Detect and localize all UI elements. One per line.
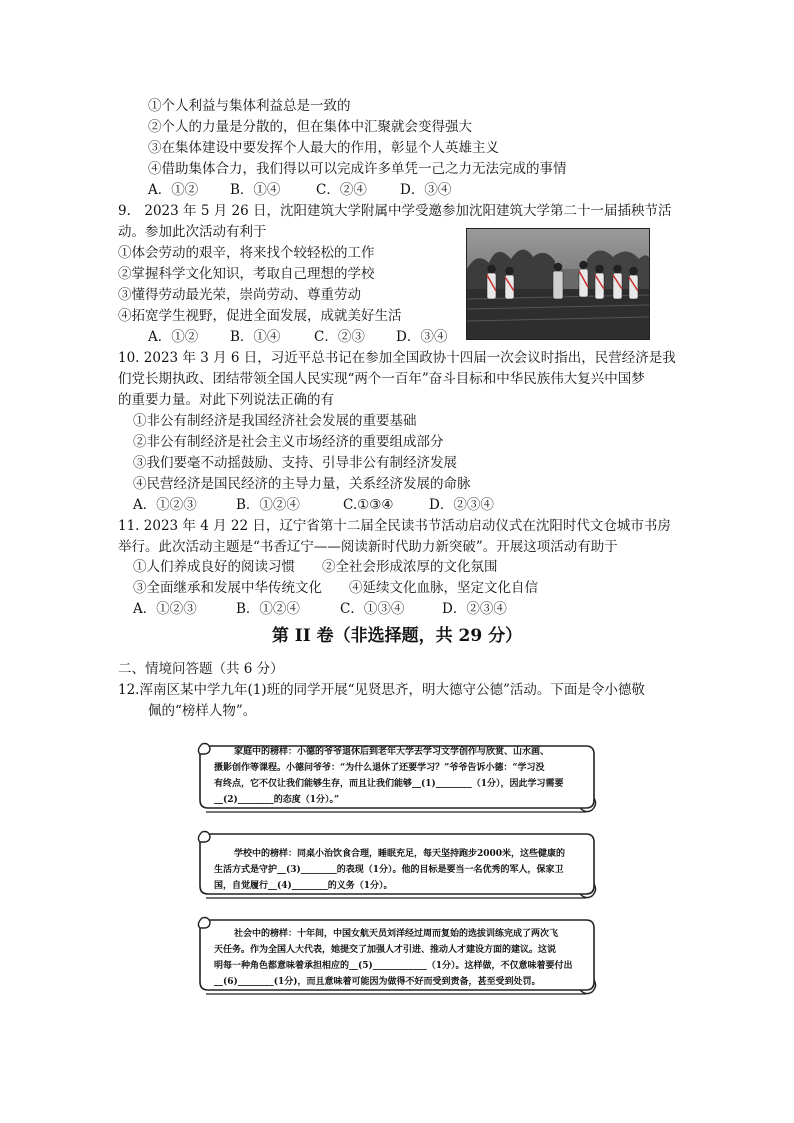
q8-options (148, 180, 451, 200)
q11-option-b: B．①②④ (236, 601, 300, 617)
photo-scene (467, 229, 649, 339)
q9-option-a: A．①② (148, 329, 199, 345)
q8-option-d: D．③④ (400, 182, 452, 198)
scroll-family-line-2: 摄影创作等课程。小德问爷爷：“为什么退休了还要学习？”爷爷告诉小德：“学习没 (214, 763, 545, 773)
q8-item-2: ②个人的力量是分散的，但在集体中汇聚就会变得强大 (148, 119, 472, 135)
q12-stem-line-2: 佩的“榜样人物”。 (148, 703, 257, 719)
q12-stem-line-1: 12.浑南区某中学九年(1)班的同学开展“见贤思齐，明大德守公德”活动。下面是令小德敬 (118, 682, 645, 698)
q11-item-row-1: ①人们养成良好的阅读习惯 ②全社会形成浓厚的文化氛围 (133, 559, 498, 575)
q10-stem-line-1: 10. 2023 年 3 月 6 日，习近平总书记在参加全国政协十四届一次会议时指出，民营经济是我 (118, 350, 676, 366)
scroll-school-line-2: 生活方式是守护__(3)________的表现（1分）。他的目标是要当一名优秀的军人，保家卫 (214, 865, 564, 875)
q9-item-4: ④拓宽学生视野，促进全面发展，成就美好生活 (118, 308, 402, 324)
q11-item-row-2: ③全面继承和发展中华传统文化 ④延续文化血脉，坚定文化自信 (133, 580, 538, 596)
q10-item-2: ②非公有制经济是社会主义市场经济的重要组成部分 (133, 434, 444, 450)
q10-stem-line-2: 们党长期执政、团结带领全国人民实现“两个一百年”奋斗目标和中华民族伟大复兴中国梦 (118, 371, 645, 387)
q8-item-1: ①个人利益与集体利益总是一致的 (148, 98, 351, 114)
q9-options (148, 327, 447, 347)
q9-item-3: ③懂得劳动最光荣，崇尚劳动、尊重劳动 (118, 287, 361, 303)
q9-option-d: D．③④ (396, 329, 448, 345)
q10-item-4: ④民营经济是国民经济的主导力量，关系经济发展的命脉 (133, 476, 471, 492)
q8-option-c: C．②④ (316, 182, 367, 198)
q11-options (133, 599, 507, 619)
scroll-family-role-model (194, 740, 598, 816)
rice-planting-photo (466, 228, 650, 340)
scroll-society-line-4: __(6)________(1分)，而且意味着可能因为做得不好而受到责备，甚至受到处罚。 (214, 977, 541, 987)
scroll-family-line-1: 家庭中的榜样：小德的爷爷退休后到老年大学去学习文学创作与欣赏、山水画、 (234, 747, 550, 757)
q8-item-4: ④借助集体合力，我们得以可以完成许多单凭一己之力无法完成的事情 (148, 161, 567, 177)
scroll-society-role-model (194, 914, 598, 998)
scroll-society-line-1: 社会中的榜样：十年间，中国女航天员刘洋经过周而复始的选拔训练完成了两次飞 (234, 929, 559, 939)
q10-options (133, 495, 494, 515)
q9-option-b: B．①④ (230, 329, 281, 345)
scroll-school-line-3: 国，自觉履行__(4)________的义务（1分）。 (214, 881, 393, 891)
q9-item-1: ①体会劳动的艰辛，将来找个较轻松的工作 (118, 245, 375, 261)
q11-option-a: A．①②③ (133, 601, 197, 617)
q10-option-b: B．①②④ (236, 497, 300, 513)
q10-item-1: ①非公有制经济是我国经济社会发展的重要基础 (133, 413, 417, 429)
q10-option-a: A．①②③ (133, 497, 197, 513)
q10-option-c: C.①③④ (343, 497, 394, 513)
q8-item-3: ③在集体建设中要发挥个人最大的作用，彰显个人英雄主义 (148, 140, 499, 156)
scroll-family-line-4: __(2)________的态度（1分）。” (214, 795, 340, 805)
q9-stem-line-2: 动。参加此次活动有利于 (118, 224, 267, 240)
scroll-family-line-3: 有终点，它不仅让我们能够生存，而且让我们能够__(1)________（1分），因此学习需要 (214, 779, 564, 789)
q8-option-a: A．①② (148, 182, 199, 198)
q8-option-b: B．①④ (230, 182, 281, 198)
q10-item-3: ③我们要毫不动摇鼓励、支持、引导非公有制经济发展 (133, 455, 457, 471)
scroll-society-line-2: 天任务。作为全国人大代表，她提交了加强人才引进、推动人才建设方面的建议。这说 (214, 945, 557, 955)
q11-stem-line-2: 举行。此次活动主题是“书香辽宁——阅读新时代助力新突破”。开展这项活动有助于 (118, 539, 618, 555)
q10-stem-line-3: 的重要力量。对此下列说法正确的有 (118, 392, 334, 408)
q9-option-c: C．②③ (314, 329, 365, 345)
scroll-school-line-1: 学校中的榜样：同桌小治饮食合理，睡眠充足，每天坚持跑步2000米，这些健康的 (234, 849, 566, 859)
section-2-title: 第 II 卷（非选择题，共 29 分） (271, 626, 523, 646)
q10-option-d: D．②③④ (429, 497, 494, 513)
q11-stem-line-1: 11. 2023 年 4 月 22 日，辽宁省第十二届全民读书节活动启动仪式在沈阳时代文仓城市书房 (118, 518, 671, 534)
q11-option-c: C．①③④ (340, 601, 405, 617)
q9-item-2: ②掌握科学文化知识，考取自己理想的学校 (118, 266, 375, 282)
scroll-school-role-model (194, 828, 598, 902)
section-2-heading: 二、情境问答题（共 6 分） (118, 661, 284, 677)
scroll-society-line-3: 明每一种角色都意味着承担相应的__(5)____________（1分）。这样做，不仅意味着要付出 (214, 961, 573, 971)
q11-option-d: D．②③④ (442, 601, 507, 617)
q9-stem-line-1: 9. 2023 年 5 月 26 日，沈阳建筑大学附属中学受邀参加沈阳建筑大学第二十一届插秧节活 (118, 203, 672, 219)
